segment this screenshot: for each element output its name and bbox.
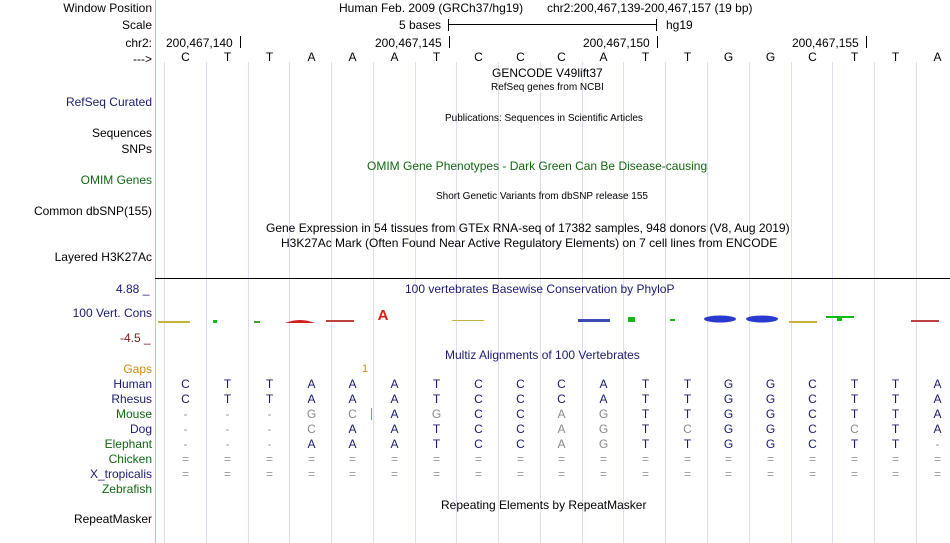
aligned-base: A [348,377,357,391]
aligned-base: C [474,422,483,436]
aligned-base: C [474,392,483,406]
aligned-base: C [557,392,566,406]
aligned-base: C [808,437,817,451]
aligned-base: = [474,452,482,466]
aligned-base: T [223,377,232,391]
aligned-base: G [765,377,776,391]
aligned-base: = [516,452,524,466]
phylop-bar [254,321,260,323]
aligned-base: G [598,422,609,436]
aligned-base: A [390,392,399,406]
refseq-track-title[interactable]: RefSeq genes from NCBI [491,82,604,93]
reference-base: C [474,50,483,64]
phylop-bar [452,320,484,321]
aligned-base: C [474,437,483,451]
aligned-base: T [432,422,441,436]
dbsnp-track-label[interactable]: Common dbSNP(155) [33,204,152,218]
reference-base: T [641,50,650,64]
reference-base: C [557,50,566,64]
aligned-base: T [891,437,900,451]
aligned-base: = [181,467,189,481]
aligned-base: = [474,467,482,481]
aligned-base: A [933,377,942,391]
reference-base: A [348,50,357,64]
aligned-base: = [599,467,607,481]
aligned-base: - [935,437,940,451]
aligned-base: T [432,392,441,406]
phylop-bar [789,321,817,323]
aligned-base: A [933,422,942,436]
aligned-base: T [891,392,900,406]
multiz-track-title[interactable]: Multiz Alignments of 100 Vertebrates [445,348,640,362]
phylop-bar [578,319,610,322]
aligned-base: - [267,437,272,451]
omim-track-label[interactable]: OMIM Genes [80,173,152,187]
aligned-base: T [850,377,859,391]
phylop-logo-letter [704,316,736,323]
aligned-base: = [265,452,273,466]
aligned-base: A [557,437,566,451]
aligned-base: = [348,467,356,481]
aligned-base: C [808,407,817,421]
aligned-base: C [850,422,859,436]
aligned-base: C [181,392,190,406]
aligned-base: G [723,407,734,421]
phylop-bar [911,320,939,322]
dbsnp-track-title[interactable]: Short Genetic Variants from dbSNP release 155 [436,191,648,202]
refseq-track-label[interactable]: RefSeq Curated [65,95,152,109]
phylop-min-label: -4.5 _ [120,331,151,345]
aligned-base: T [850,407,859,421]
aligned-base: = [683,452,691,466]
aligned-base: A [348,392,357,406]
repeatmasker-track-title[interactable]: Repeating Elements by RepeatMasker [441,498,647,512]
h3k27ac-track-label[interactable]: Layered H3K27Ac [54,250,152,264]
aligned-base: T [641,422,650,436]
aligned-base: A [599,377,608,391]
window-position-value[interactable]: chr2:200,467,139-200,467,157 (19 bp) [547,1,753,15]
aligned-base: G [765,437,776,451]
aligned-base: A [933,407,942,421]
gencode-track-title[interactable]: GENCODE V49lift37 [492,66,603,80]
aligned-base: = [307,452,315,466]
aligned-base: T [891,422,900,436]
gap-count-mark: 1 [362,363,369,375]
aligned-base: C [307,422,316,436]
aligned-base: = [641,467,649,481]
aligned-base: T [683,377,692,391]
aligned-base: A [307,377,316,391]
aligned-base: = [307,467,315,481]
reference-base: A [307,50,316,64]
aligned-base: = [557,467,565,481]
aligned-base: = [808,467,816,481]
species-label[interactable]: Dog [129,422,152,436]
aligned-base: = [265,467,273,481]
scale-db: hg19 [666,18,693,32]
species-label[interactable]: Mouse [115,407,152,421]
reference-base: G [723,50,734,64]
reference-base: C [516,50,525,64]
aligned-base: T [683,407,692,421]
aligned-base: = [724,452,732,466]
phylop-bar [285,320,315,323]
aligned-base: = [390,452,398,466]
species-label[interactable]: X_tropicalis [89,467,152,481]
aligned-base: T [850,437,859,451]
omim-track-title[interactable]: OMIM Gene Phenotypes - Dark Green Can Be Disease-causing [367,159,708,173]
assembly-name[interactable]: Human Feb. 2009 (GRCh37/hg19) [339,1,524,15]
coord-label: 200,467,155 [792,36,859,50]
aligned-base: G [765,407,776,421]
phylop-bar [837,316,842,321]
coord-label: 200,467,140 [166,36,233,50]
aligned-base: T [265,392,274,406]
h3k27ac-track-title[interactable]: H3K27Ac Mark (Often Found Near Active Regulatory Elements) on 7 cell lines from ENCODE [281,236,778,250]
aligned-base: - [267,407,272,421]
phylop-bar [213,320,217,323]
gaps-label[interactable]: Gaps [123,362,152,376]
aligned-base: A [557,407,566,421]
reference-base: C [181,50,190,64]
aligned-base: - [225,437,230,451]
aligned-base: A [933,392,942,406]
aligned-base: A [348,437,357,451]
strand-label: ---> [133,52,152,66]
aligned-base: G [598,437,609,451]
reference-base: A [390,50,399,64]
aligned-base: = [223,452,231,466]
aligned-base: T [891,377,900,391]
aligned-base: C [474,407,483,421]
aligned-base: T [641,377,650,391]
reference-base: A [933,50,942,64]
aligned-base: C [808,422,817,436]
snps-track-label[interactable]: SNPs [121,142,152,156]
insertion-mark [371,408,372,420]
aligned-base: C [683,422,692,436]
scale-bar-text: 5 bases [399,18,442,32]
aligned-base: T [265,377,274,391]
aligned-base: = [432,467,440,481]
aligned-base: C [348,407,357,421]
aligned-base: = [891,467,899,481]
gtex-track-title[interactable]: Gene Expression in 54 tissues from GTEx RNA-seq of 17382 samples, 948 donors (V8, Aug 2019) [266,221,790,235]
aligned-base: = [724,467,732,481]
aligned-base: G [598,407,609,421]
aligned-base: = [557,452,565,466]
aligned-base: C [181,377,190,391]
species-label[interactable]: Human [113,377,152,391]
chrom-label: chr2: [125,36,152,50]
aligned-base: C [516,377,525,391]
aligned-base: - [183,407,188,421]
reference-base: T [850,50,859,64]
phylop-logo-letter [746,316,778,323]
reference-base: T [223,50,232,64]
aligned-base: G [723,377,734,391]
aligned-base: C [516,392,525,406]
aligned-base: = [641,452,649,466]
aligned-base: A [390,377,399,391]
reference-base: T [683,50,692,64]
aligned-base: T [641,437,650,451]
aligned-base: G [306,407,317,421]
aligned-base: C [808,392,817,406]
aligned-base: G [723,437,734,451]
aligned-base: C [516,407,525,421]
aligned-base: A [390,407,399,421]
aligned-base: T [223,392,232,406]
reference-base: T [891,50,900,64]
aligned-base: = [390,467,398,481]
aligned-base: = [766,452,774,466]
coord-label: 200,467,145 [375,36,442,50]
aligned-base: G [431,407,442,421]
aligned-base: - [183,437,188,451]
aligned-base: C [474,377,483,391]
aligned-base: = [432,452,440,466]
reference-base: A [599,50,608,64]
phylop-bar [670,319,675,321]
reference-base: T [432,50,441,64]
reference-base: G [765,50,776,64]
aligned-base: C [557,377,566,391]
scale-label: Scale [121,18,152,32]
aligned-base: = [599,452,607,466]
aligned-base: C [516,422,525,436]
aligned-base: G [723,422,734,436]
aligned-base: A [390,437,399,451]
species-label[interactable]: Elephant [104,437,152,451]
aligned-base: = [933,467,941,481]
phylop-bar [628,317,635,322]
phylop-bar [158,321,190,323]
phylop-bar [326,320,354,322]
aligned-base: G [765,392,776,406]
aligned-base: = [808,452,816,466]
aligned-base: A [557,422,566,436]
aligned-base: = [516,467,524,481]
aligned-base: T [850,392,859,406]
species-label[interactable]: Chicken [108,452,152,466]
aligned-base: - [225,422,230,436]
reference-base: T [265,50,274,64]
aligned-base: = [933,452,941,466]
aligned-base: = [683,467,691,481]
aligned-base: A [599,392,608,406]
aligned-base: A [348,422,357,436]
aligned-base: T [891,407,900,421]
window-position-label: Window Position [63,1,152,15]
aligned-base: T [683,437,692,451]
phylop-track-label[interactable]: 100 Vert. Cons [72,306,152,320]
aligned-base: G [723,392,734,406]
aligned-base: = [348,452,356,466]
aligned-base: - [267,422,272,436]
species-label[interactable]: Zebrafish [101,482,152,496]
sequences-track-label[interactable]: Sequences [91,126,152,140]
aligned-base: - [183,422,188,436]
aligned-base: A [390,422,399,436]
aligned-base: = [223,467,231,481]
aligned-base: = [766,467,774,481]
aligned-base: A [307,392,316,406]
phylop-track-title[interactable]: 100 vertebrates Basewise Conservation by PhyloP [405,282,675,296]
aligned-base: = [850,452,858,466]
aligned-base: T [432,377,441,391]
aligned-base: = [891,452,899,466]
aligned-base: T [683,392,692,406]
aligned-base: A [307,437,316,451]
repeatmasker-track-label[interactable]: RepeatMasker [73,512,152,526]
aligned-base: - [225,407,230,421]
aligned-base: C [808,377,817,391]
phylop-logo-letter: A [377,307,389,324]
species-label[interactable]: Rhesus [111,392,152,406]
aligned-base: T [432,437,441,451]
aligned-base: C [516,437,525,451]
coord-label: 200,467,150 [583,36,650,50]
publications-track-title[interactable]: Publications: Sequences in Scientific Articles [445,113,643,124]
aligned-base: T [641,407,650,421]
aligned-base: T [641,392,650,406]
phylop-max-label: 4.88 _ [116,282,150,296]
reference-base: C [808,50,817,64]
aligned-base: = [850,467,858,481]
aligned-base: G [765,422,776,436]
aligned-base: = [181,452,189,466]
